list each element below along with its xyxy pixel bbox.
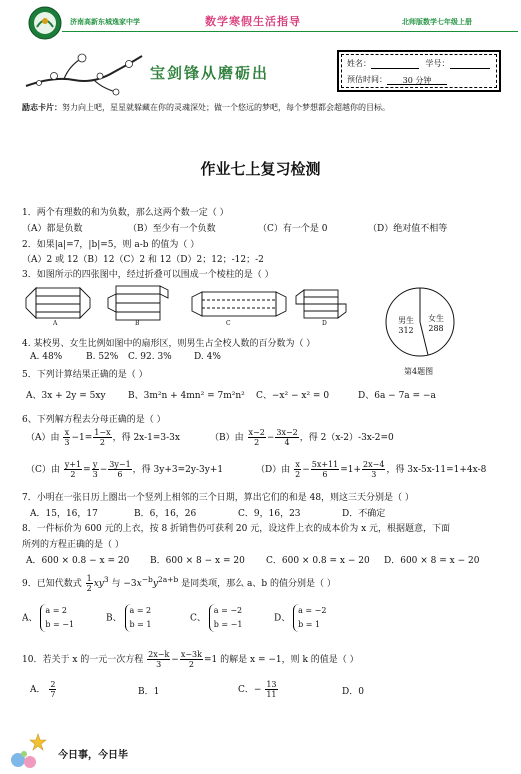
q7-option-a: A．15，16，17: [30, 509, 98, 519]
q6-a-prefix: （A）由: [26, 433, 60, 443]
q7-option-d: D．不确定: [342, 509, 386, 519]
pie-boy-value: 312: [398, 326, 414, 335]
id-label: 学号：: [425, 59, 450, 68]
edition-label: 北师版数学七年级上册: [402, 17, 472, 26]
q10-frac2: $\frac{x-3k}{2}$: [180, 650, 202, 669]
q7-stem: 7．小明在一张日历上圈出一个竖列上相邻的三个日期，算出它们的和是 48，则这三天分别是（ ）: [22, 493, 414, 503]
q9-d-label: D、: [274, 613, 291, 624]
q4-option-c: C. 92. 3%: [128, 352, 172, 362]
q8-stem-line2: 所列的方程正确的是（ ）: [22, 540, 124, 550]
q9-b-label: B、: [106, 613, 122, 624]
school-name: 济南高新东城逸家中学: [70, 17, 140, 26]
q6-c-prefix: （C）由: [26, 465, 60, 475]
pie-boy-group: [394, 316, 418, 336]
q2-stem: 2．如果|a|=7，|b|=5，则 a-b 的值为（ ）: [22, 240, 200, 250]
q6-b-frac1: $\frac{x-2}{2}$: [248, 428, 265, 447]
q6-d-frac2: $\frac{5x+11}{6}$: [311, 460, 339, 479]
q10-option-a: [30, 680, 57, 699]
q6-b-frac2: $\frac{3x-2}{4}$: [276, 428, 298, 447]
q3-label-a: A: [53, 320, 58, 327]
student-info-box: [337, 50, 501, 92]
plum-blossom-branch-icon: [24, 46, 144, 96]
id-field[interactable]: [450, 59, 490, 69]
q5-option-c: C、−x² − x² = 0: [256, 391, 330, 401]
pie-girl-value: 288: [428, 324, 444, 333]
q1-option-c: （C）有一个是 0: [258, 224, 328, 234]
q5-stem: 5．下列计算结果正确的是（ ）: [22, 370, 148, 380]
q9-frac: $\frac{1}{2}$: [86, 574, 92, 593]
footer-decoration-icon: [8, 730, 52, 770]
name-field[interactable]: [371, 59, 419, 69]
q6-d-frac1: $\frac{x}{2}$: [295, 460, 301, 479]
q10-a-label: A．: [30, 685, 46, 695]
school-logo: [28, 6, 62, 40]
q9-d-system: a = −2 b = 1: [293, 604, 326, 632]
q10-c-label: C．−: [238, 685, 262, 695]
q8-option-a: A．600 × 0.8 − x = 20: [26, 556, 130, 566]
q8-stem-line1: 8．一件标价为 600 元的上衣，按 8 折销售仍可获利 20 元，设这件上衣的成本价为 x 元，根据题意，下面: [22, 524, 451, 534]
q10-c-frac: $\frac{13}{11}$: [266, 680, 277, 699]
q9-stem-prefix: 9．已知代数式: [22, 579, 82, 589]
q9-c-system: a = −2 b = −1: [209, 604, 243, 632]
q4-stem: 4. 某校男、女生比例如图中的扇形区，则男生占全校人数的百分数为（ ）: [22, 339, 316, 349]
q9-option-a: [22, 604, 74, 632]
time-label: 预估时间：: [347, 75, 387, 84]
incentive-text: 努力向上吧，星星就躲藏在你的灵魂深处；做一个悠远的梦吧，每个梦想都会超越你的目标。: [62, 103, 390, 112]
motto-text: 宝剑锋从磨砺出: [150, 64, 270, 82]
q10-a-frac: $\frac{2}{7}$: [50, 680, 56, 699]
q3-label-c: C: [226, 320, 231, 327]
q3-label-b: B: [135, 320, 140, 327]
header-title: 数学寒假生活指导: [205, 15, 301, 28]
q10-frac1: $\frac{2x-k}{3}$: [148, 650, 170, 669]
q5-option-b: B、3m²n + 4mn² = 7m²n²: [128, 391, 245, 401]
footer-slogan: 今日事，今日毕: [58, 750, 128, 761]
q2-options: （A）2 或 12（B）12（C）2 和 12（D）2；12；-12；-2: [22, 255, 264, 265]
q7-option-c: C．9，16，23: [238, 509, 301, 519]
q3-prism-nets: [20, 282, 350, 330]
q4-figure-caption: 第4题图: [404, 367, 434, 376]
q7-option-b: B．6，16，26: [134, 509, 197, 519]
q10-stem-prefix: 10．若关于 x 的一元一次方程: [22, 655, 144, 665]
q6-c-result: ，得 3y+3=2y-3y+1: [132, 465, 224, 475]
q6-d-prefix: （D）由: [256, 465, 291, 475]
q5-option-a: A、3x + 2y = 5xy: [26, 391, 106, 401]
q9-a-system: a = 2 b = −1: [40, 604, 74, 632]
header-divider: [62, 31, 518, 32]
q5-option-d: D、6a − 7a = −a: [358, 391, 436, 401]
q6-a-result: ，得 2x-1=3-3x: [112, 433, 180, 443]
q6-d-result: ，得 3x-5x-11=1+4x-8: [386, 465, 487, 475]
q6-a-frac1: $\frac{x}{3}$: [64, 428, 70, 447]
q1-option-b: （B）至少有一个负数: [128, 224, 216, 234]
q6-option-d: （D）由 $\frac{x}{2}$ − $\frac{5x+11}{6}$ =1+ $\frac{2x-4}{3}$ ，得 3x-5x-11=1+4x-8: [256, 460, 487, 479]
q4-option-b: B. 52%: [86, 352, 119, 362]
q6-b-prefix: （B）由: [210, 433, 244, 443]
q3-label-d: D: [322, 320, 327, 327]
q6-c-frac2: $\frac{y}{3}$: [92, 460, 98, 479]
q9-stem: 9．已知代数式 $\frac{1}{2}$ $xy^3$ 与 $-3x^{-b}y^{2a+b}$ 是同类项，那么 a、b 的值分别是（ ）: [22, 574, 336, 593]
q9-option-c: [190, 604, 242, 632]
q9-option-b: [106, 604, 152, 632]
name-label: 姓名：: [347, 59, 371, 68]
q6-c-frac3: $\frac{3y-1}{6}$: [109, 460, 131, 479]
q9-c-label: C、: [190, 613, 206, 624]
q10-stem: 10．若关于 x 的一元一次方程 $\frac{2x-k}{3}$ − $\frac{x-3k}{2}$ =1 的解是 x = −1，则 k 的值是（ ）: [22, 650, 359, 669]
q6-c-frac1: $\frac{y+1}{2}$: [64, 460, 82, 479]
pie-girl-label: 女生: [428, 314, 444, 323]
incentive-card: [22, 100, 502, 115]
q10-stem-suffix: 的解是 x = −1，则 k 的值是（ ）: [220, 655, 359, 665]
q1-stem: 1．两个有理数的和为负数，那么这两个数一定（ ）: [22, 208, 229, 218]
q6-d-frac3: $\frac{2x-4}{3}$: [363, 460, 385, 479]
q10-option-c: [238, 680, 279, 699]
q9-option-d: [274, 604, 326, 632]
q6-option-c: （C）由 $\frac{y+1}{2}$ = $\frac{y}{3}$ − $\frac{3y-1}{6}$ ，得 3y+3=2y-3y+1: [26, 460, 224, 479]
q8-option-b: B．600 × 8 − x = 20: [150, 556, 245, 566]
q1-option-a: （A）都是负数: [22, 224, 83, 234]
q9-stem-suffix: 是同类项，那么 a、b 的值分别是（ ）: [181, 579, 336, 589]
q4-option-d: D. 4%: [194, 352, 221, 362]
q4-option-a: A. 48%: [30, 352, 63, 362]
page-title: 作业七上复习检测: [200, 160, 321, 178]
q6-a-frac2: $\frac{1-x}{2}$: [94, 428, 111, 447]
time-value: 30 分钟: [387, 75, 447, 85]
q6-option-b: （B）由 $\frac{x-2}{2}$ − $\frac{3x-2}{4}$ ，得 2（x-2）-3x-2=0: [210, 428, 394, 447]
q8-option-d: D．600 × 8 = x − 20: [384, 556, 480, 566]
pie-girl-group: [424, 314, 448, 334]
q10-option-b: B．1: [138, 687, 160, 697]
q6-option-a: （A）由 $\frac{x}{3}$ −1= $\frac{1-x}{2}$ ，得 2x-1=3-3x: [26, 428, 180, 447]
q6-b-result: ，得 2（x-2）-3x-2=0: [299, 433, 394, 443]
q9-a-label: A、: [22, 613, 38, 624]
incentive-label: 励志卡片：: [22, 102, 62, 112]
q6-stem: 6、下列解方程去分母正确的是（ ）: [22, 415, 166, 425]
q10-option-d: D．0: [342, 687, 364, 697]
q1-option-d: （D）绝对值不相等: [368, 224, 448, 234]
q8-option-c: C．600 × 0.8 = x − 20: [266, 556, 370, 566]
pie-boy-label: 男生: [398, 316, 414, 325]
q3-stem: 3．如图所示的四张图中，经过折叠可以围成一个棱柱的是（ ）: [22, 270, 274, 280]
q9-b-system: a = 2 b = 1: [125, 604, 152, 632]
